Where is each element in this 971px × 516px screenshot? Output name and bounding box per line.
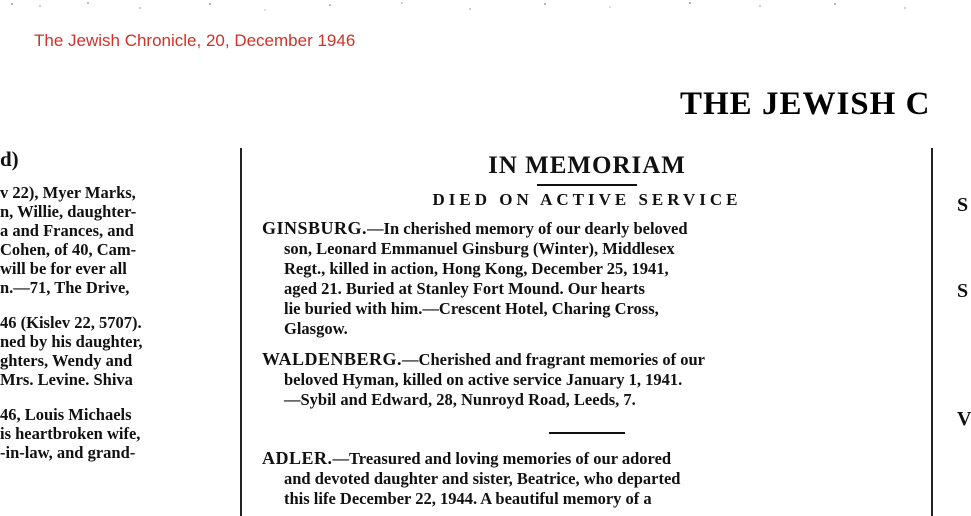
notice-name: ADLER. [262,448,333,468]
notice-line: Glasgow. [284,319,348,338]
notice-adler [262,448,912,509]
notice-line: —Sybil and Edward, 28, Nunroyd Road, Leeds, 7. [284,390,636,409]
notice-line: lie buried with him.—Crescent Hotel, Charing Cross, [284,299,659,318]
in-memoriam-column [262,152,912,509]
notice-line: Regt., killed in action, Hong Kong, December 25, 1941, [284,259,669,278]
section-title: IN MEMORIAM [488,152,686,179]
notice-line: beloved Hyman, killed on active service January 1, 1941. [284,370,683,389]
left-column [0,147,222,476]
notice-line [262,448,912,469]
notice-text: —Cherished and fragrant memories of our [402,350,705,369]
notice-separator [549,432,625,434]
archive-caption: The Jewish Chronicle, 20, December 1946 [34,31,356,50]
column-rule-left [240,148,242,516]
text-line: a and Frances, and [0,221,134,240]
text-line: is heartbroken wife, [0,424,141,443]
text-line: v 22), Myer Marks, [0,183,136,202]
text-line: -in-law, and grand- [0,443,136,462]
notice-line: aged 21. Buried at Stanley Fort Mound. Our hearts [284,279,645,298]
notice-text: —Treasured and loving memories of our adored [332,449,672,468]
text-line: ghters, Wendy and [0,351,133,370]
notice-line: son, Leonard Emmanuel Ginsburg (Winter), Middlesex [284,239,675,258]
right-column-fragment: S [957,194,969,216]
text-line: Mrs. Levine. Shiva [0,370,133,389]
text-line: 46 (Kislev 22, 5707). [0,313,142,332]
notice-name: GINSBURG. [262,218,368,238]
notice-line [262,218,912,239]
notice-ginsburg [262,218,912,339]
notice-line [262,349,912,370]
text-line: 46, Louis Michaels [0,405,132,424]
text-line: will be for ever all [0,259,127,278]
text-line: n.—71, The Drive, [0,278,130,297]
right-column-fragment: V [957,408,971,430]
title-rule [537,184,637,186]
text-line: Cohen, of 40, Cam- [0,240,137,259]
notice-name: WALDENBERG. [262,349,403,369]
notice-text: —In cherished memory of our dearly beloved [367,219,688,238]
newspaper-masthead: THE JEWISH C [680,86,931,122]
left-column-heading: d) [0,147,19,171]
text-line: n, Willie, daughter- [0,202,137,221]
notice-line: and devoted daughter and sister, Beatrice, who departed [284,469,681,488]
column-rule-right [931,148,933,516]
section-subtitle: DIED ON ACTIVE SERVICE [432,190,742,209]
text-line: ned by his daughter, [0,332,143,351]
scan-noise [0,0,969,20]
notice-waldenberg [262,349,912,410]
right-column-fragment: S [957,280,969,302]
notice-line: this life December 22, 1944. A beautiful memory of a [284,489,652,508]
